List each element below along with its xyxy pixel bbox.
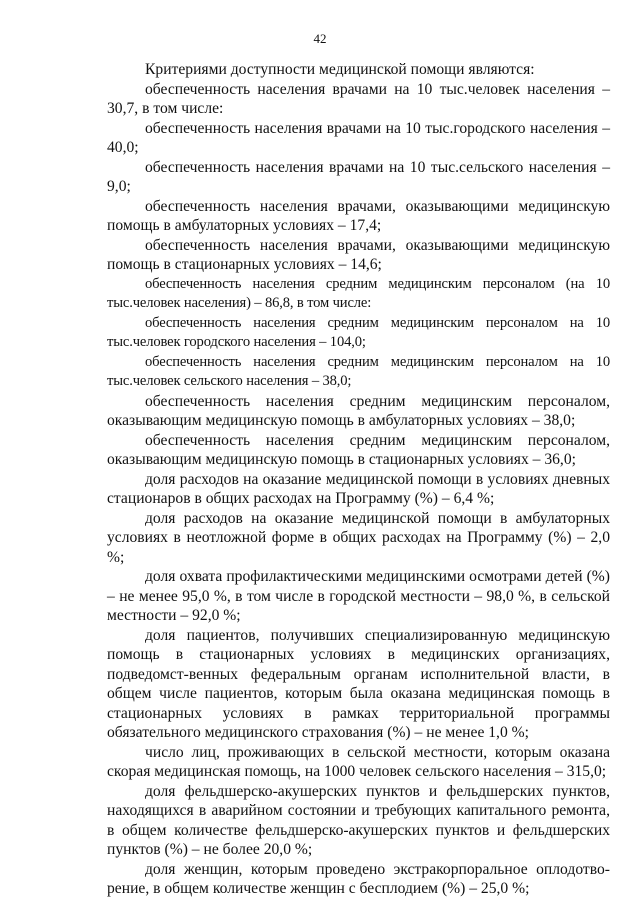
paragraph: обеспеченность населения средним медицинским персоналом на 10 тыс.человек городского населения – 104,0; [107,314,610,350]
paragraph: обеспеченность населения врачами на 10 тыс.сельского населения – 9,0; [107,158,610,195]
paragraph: обеспеченность населения врачами, оказывающими медицинскую помощь в стационарных условиях – 14,6; [107,236,610,273]
paragraph: обеспеченность населения средним медицинским персоналом (на 10 тыс.человек населения) – 86,8, в том числе: [107,275,610,311]
paragraph: доля расходов на оказание медицинской помощи в амбулаторных условиях в неотложной форме в общих расходах на Программу (%) – 2,0 %; [107,509,610,566]
paragraph: обеспеченность населения врачами на 10 тыс.городского населения – 40,0; [107,119,610,156]
paragraph: доля фельдшерско-акушерских пунктов и фельдшерских пунктов, находящихся в аварийном состоянии и требующих капитального ремонта, в общем количестве фельдшерско-акушерских пунктов и фельдшерских пунктов (%) – не более 20,0 %; [107,782,610,858]
body-text [107,60,610,899]
paragraph: число лиц, проживающих в сельской местности, которым оказана скорая медицинская помощь, на 1000 человек сельского населения – 315,0; [107,743,610,780]
paragraph: обеспеченность населения средним медицинским персоналом, оказывающим медицинскую помощь в стационарных условиях – 36,0; [107,431,610,468]
paragraph: обеспеченность населения средним медицинским персоналом, оказывающим медицинскую помощь в амбулаторных условиях – 38,0; [107,392,610,429]
paragraph-intro: Критериями доступности медицинской помощи являются: [145,61,535,78]
paragraph: обеспеченность населения врачами, оказывающими медицинскую помощь в амбулаторных условиях – 17,4; [107,197,610,234]
paragraph: доля охвата профилактическими медицинскими осмотрами детей (%) – не менее 95,0 %, в том числе в городской местности – 98,0 %, в сельской местности – 92,0 %; [107,568,610,624]
paragraph: обеспеченность населения средним медицинским персоналом на 10 тыс.человек сельского населения – 38,0; [107,353,610,389]
paragraph: доля женщин, которым проведено экстракорпоральное оплодотво-рение, в общем количестве женщин с бесплодием (%) – 25,0 %; [107,860,610,897]
page-number: 42 [313,31,327,46]
paragraph: доля пациентов, получивших специализированную медицинскую помощь в стационарных условиях в медицинских организациях, подведомст-венных федеральным органам исполнительной власти, в общем числе пациентов, которым была оказана медицинская помощь в стационарных условиях в рамках территориальной программы обязательного медицинского страхования (%) – не менее 1,0 %; [107,626,610,741]
paragraph: доля расходов на оказание медицинской помощи в условиях дневных стационаров в общих расходах на Программу (%) – 6,4 %; [107,470,610,507]
paragraph: обеспеченность населения врачами на 10 тыс.человек населения – 30,7, в том числе: [107,80,610,117]
